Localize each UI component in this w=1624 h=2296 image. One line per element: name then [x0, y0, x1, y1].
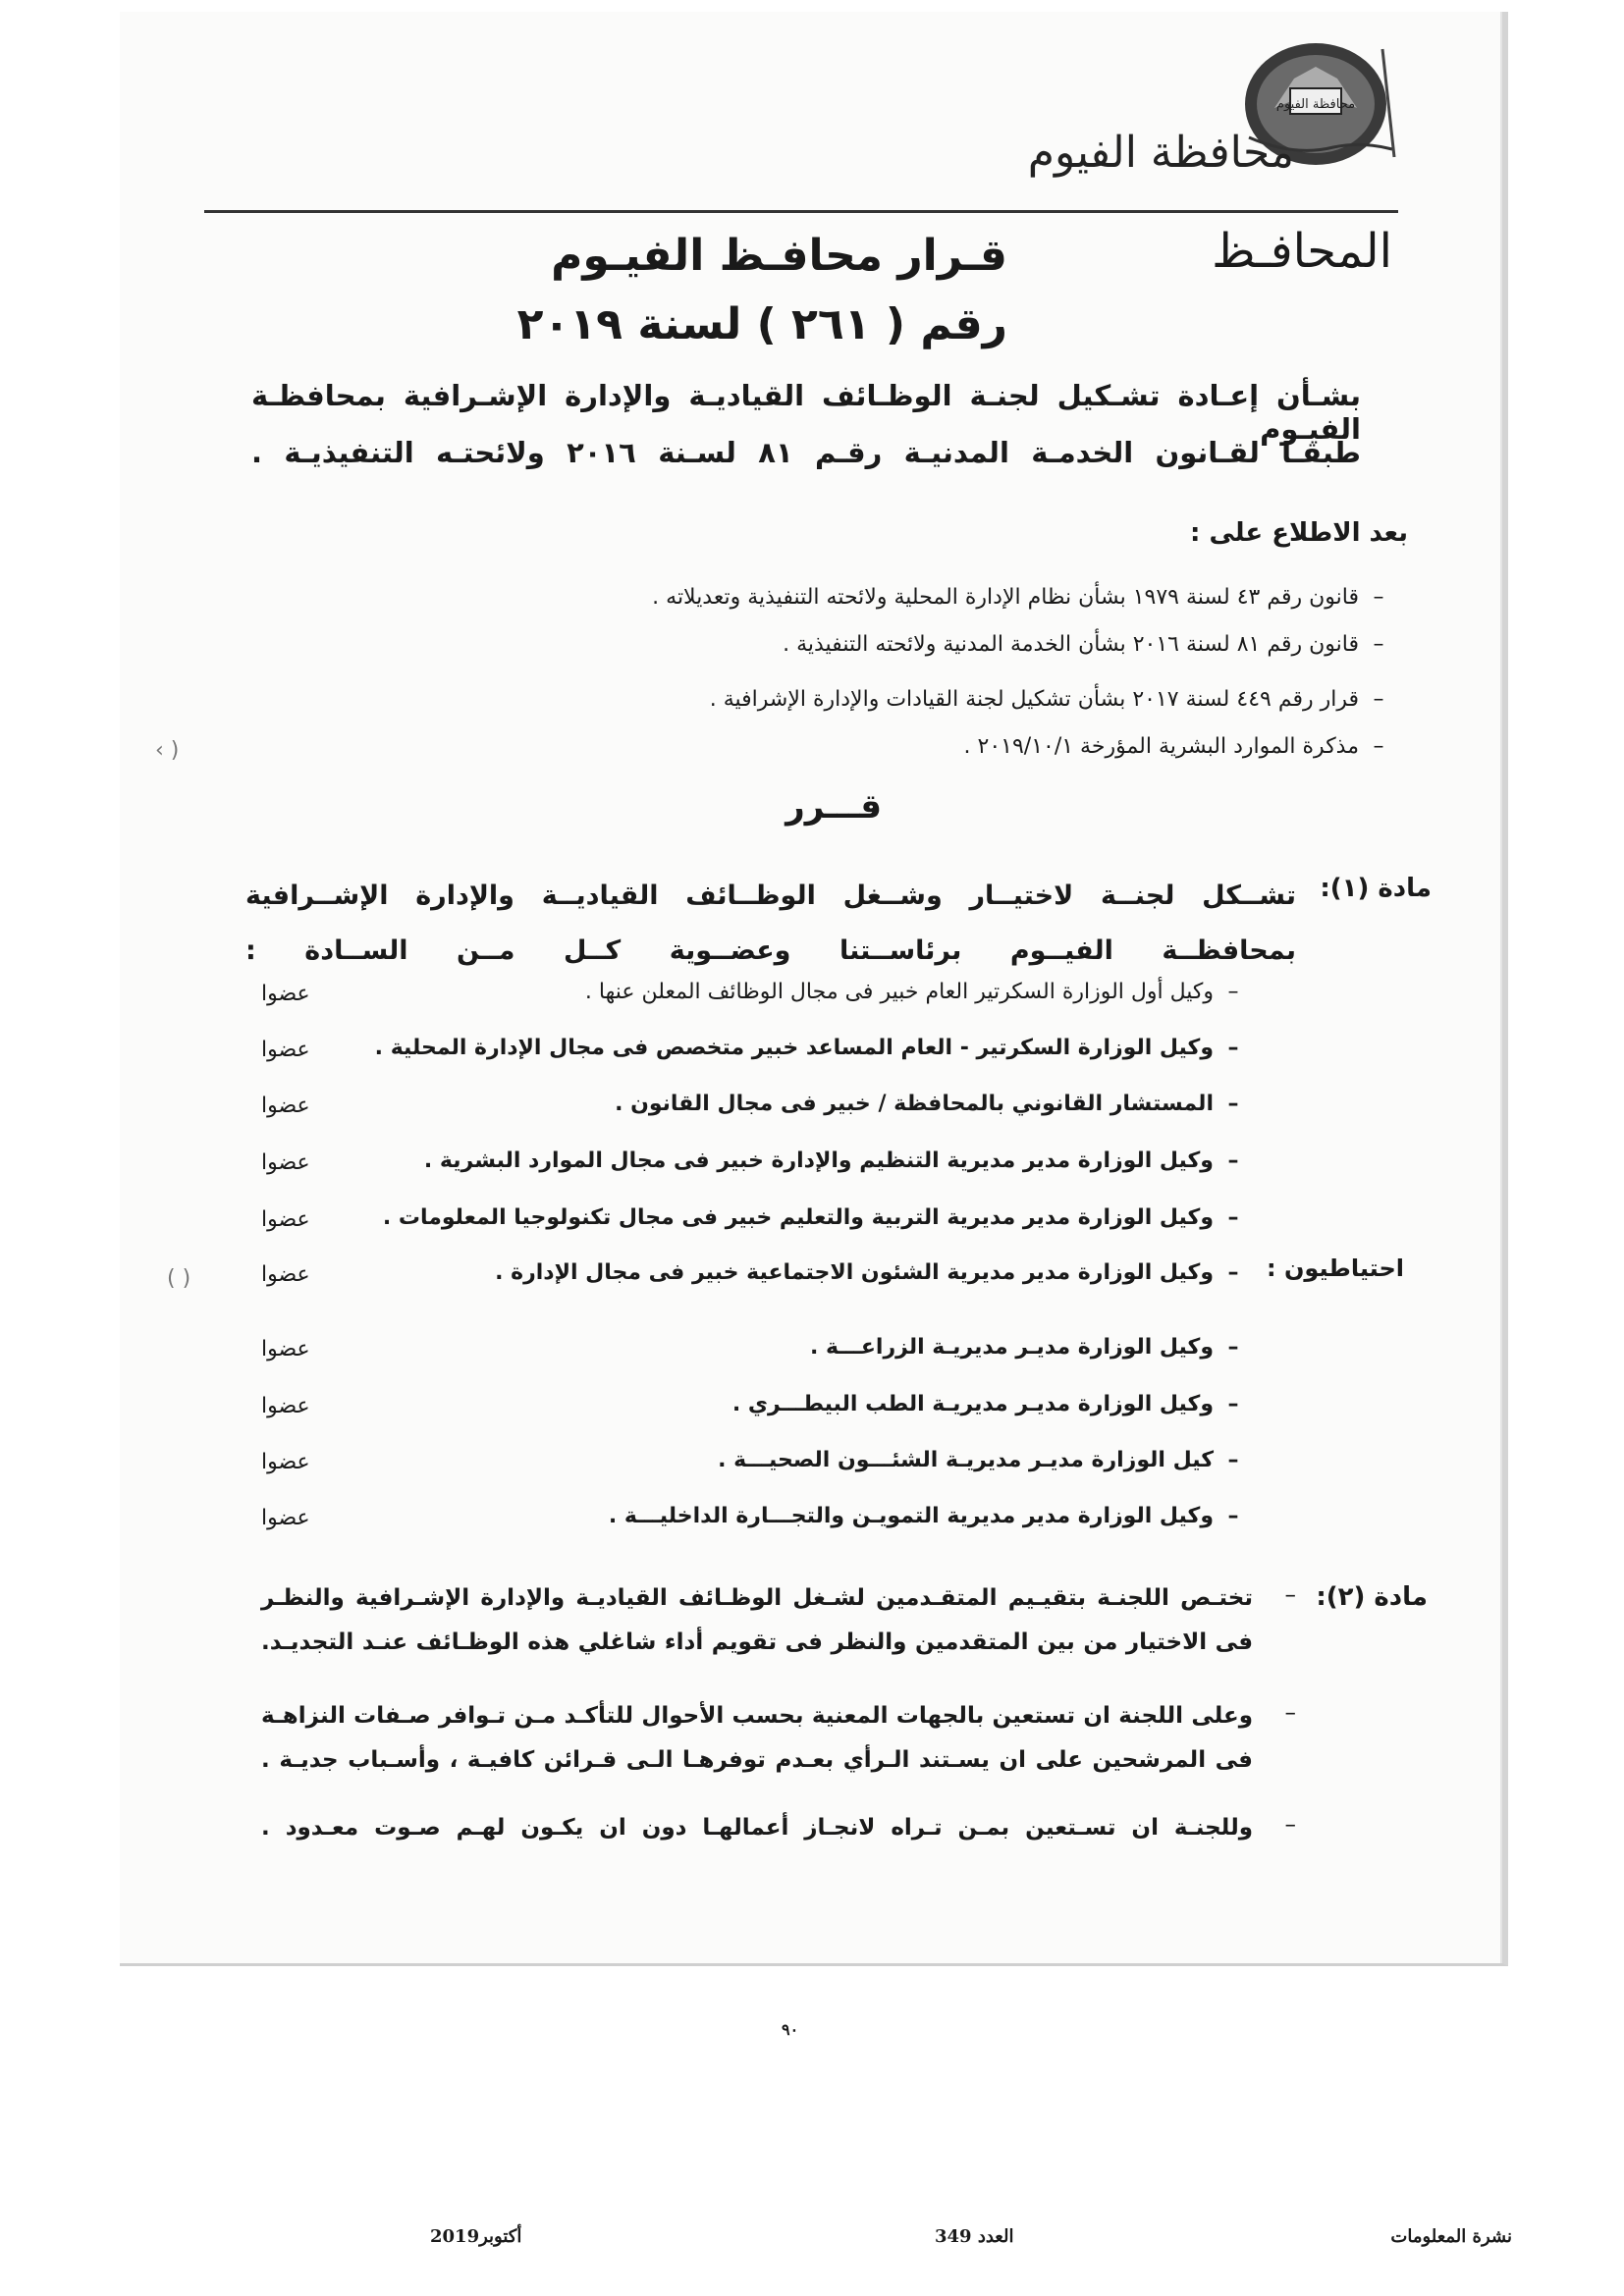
member-role: عضوا: [261, 1394, 310, 1418]
article-1-label: مادة (١):: [1320, 874, 1432, 903]
committee-member: –المستشار القانوني بالمحافظة / خبير فى مجال القانون .: [615, 1092, 1253, 1116]
article-2-paragraph: وللجنـة ان تسـتعين بمـن تـراه لانجـاز أعمالهـا دون ان يكـون لهـم صـوت معـدود .: [261, 1815, 1253, 1841]
footer-issue: العدد 349: [935, 2226, 1014, 2247]
subject-line-2: طبقـا لقـانون الخدمـة المدنيـة رقـم ٨١ لسـنة ٢٠١٦ ولائحتـه التنفيذيـة .: [251, 436, 1361, 469]
reserves-label: احتياطيون :: [1266, 1255, 1404, 1282]
reserve-member: –وكيل الوزارة مديـر مديريـة الطب البيطـــري .: [732, 1392, 1253, 1416]
committee-member: –وكيل الوزارة مدير مديرية التنظيم والإدارة خبير فى مجال الموارد البشرية .: [424, 1148, 1253, 1173]
subject-line-1: بشـأن إعـادة تشـكيل لجنـة الوظـائف القياديـة والإدارة الإشـرافية بمحافظـة الفيـوم: [251, 379, 1361, 446]
margin-mark-icon: ‹ ): [155, 738, 180, 763]
footer-date: أكتوبر2019: [430, 2226, 522, 2247]
reference-item: –قانون رقم ٨١ لسنة ٢٠١٦ بشأن الخدمة المدنية ولائحته التنفيذية .: [783, 632, 1398, 657]
dash-bullet-icon: –: [1284, 1582, 1296, 1608]
dash-bullet-icon: –: [1227, 1036, 1239, 1060]
decision-title: قـرار محافـظ الفيـوم: [551, 231, 1007, 281]
member-role: عضوا: [261, 1337, 310, 1362]
decision-number: رقم ( ٢٦١ ) لسنة ٢٠١٩: [516, 299, 1007, 349]
committee-member: –وكيل الوزارة مدير مديرية الشئون الاجتماعية خبير فى مجال الإدارة .: [495, 1260, 1253, 1285]
reference-item: –قرار رقم ٤٤٩ لسنة ٢٠١٧ بشأن تشكيل لجنة القيادات والإدارة الإشرافية .: [710, 687, 1398, 712]
page-number: ٩٠: [782, 2020, 799, 2039]
dash-bullet-icon: –: [1227, 1448, 1239, 1472]
dash-bullet-icon: –: [1284, 1700, 1296, 1726]
dash-bullet-icon: –: [1227, 1260, 1239, 1285]
reserve-member: –كيل الوزارة مديـر مديريـة الشئـــون الصحيـــة .: [718, 1448, 1253, 1472]
committee-member: –وكيل أول الوزارة السكرتير العام خبير فى مجال الوظائف المعلن عنها .: [585, 980, 1253, 1004]
dash-bullet-icon: –: [1227, 1205, 1239, 1230]
reference-item: –مذكرة الموارد البشرية المؤرخة ٢٠١٩/١٠/١ .: [964, 734, 1398, 759]
article-2-paragraph: تختـص اللجنـة بتقيـيم المتقـدمين لشـغل الوظـائف القياديـة والإدارة الإشـرافية والنظـر فى الاختيار من بين المتقدمين والنظر فى تقويم أداء شاغلي هذه الوظـائف عنـد التجديـد.: [261, 1585, 1253, 1655]
member-role: عضوا: [261, 1506, 310, 1530]
dash-bullet-icon: –: [1227, 1335, 1239, 1360]
member-role: عضوا: [261, 1262, 310, 1287]
governorate-name: محافظة الفيوم: [1027, 128, 1294, 178]
article-1-text: تشــكل لجنــة لاختيــار وشــغل الوظــائف القياديــة والإدارة الإشــرافية بمحافظــة الفيــوم برئاســتنا وعضــوية كــل مــن الســادة :: [245, 881, 1296, 966]
footer-publication: نشرة المعلومات: [1390, 2226, 1512, 2247]
preamble-intro: بعد الاطلاع على :: [1190, 518, 1408, 548]
member-role: عضوا: [261, 1038, 310, 1062]
committee-member: –وكيل الوزارة مدير مديرية التربية والتعليم خبير فى مجال تكنولوجيا المعلومات .: [383, 1205, 1253, 1230]
header-divider: [204, 210, 1398, 213]
dash-bullet-icon: –: [1227, 1392, 1239, 1416]
margin-mark-icon: ( ): [167, 1266, 191, 1291]
dash-bullet-icon: –: [1227, 1148, 1239, 1173]
dash-bullet-icon: –: [1373, 632, 1384, 657]
dash-bullet-icon: –: [1227, 1092, 1239, 1116]
member-role: عضوا: [261, 982, 310, 1006]
decree-heading: قـــرر: [785, 787, 882, 827]
reserve-member: –وكيل الوزارة مدير مديرية التمويـن والتجـــارة الداخليـــة .: [609, 1504, 1253, 1528]
dash-bullet-icon: –: [1227, 1504, 1239, 1528]
article-2-label: مادة (٢):: [1316, 1582, 1428, 1612]
svg-text:محافظة الفيوم: محافظة الفيوم: [1275, 97, 1356, 112]
member-role: عضوا: [261, 1450, 310, 1474]
article-2-paragraph: وعلى اللجنة ان تستعين بالجهات المعنية بحسب الأحوال للتأكـد مـن تـوافر صـفات النزاهـة فى المرشحين على ان يسـتند الـرأي بعـدم توفرهـا الـى قـرائن كافيـة ، وأسـباب جديـة .: [261, 1703, 1253, 1773]
dash-bullet-icon: –: [1284, 1812, 1296, 1838]
dash-bullet-icon: –: [1373, 687, 1384, 712]
committee-member: –وكيل الوزارة السكرتير - العام المساعد خبير متخصص فى مجال الإدارة المحلية .: [375, 1036, 1253, 1060]
member-role: عضوا: [261, 1150, 310, 1175]
dash-bullet-icon: –: [1373, 734, 1384, 759]
member-role: عضوا: [261, 1207, 310, 1232]
member-role: عضوا: [261, 1094, 310, 1118]
reference-item: –قانون رقم ٤٣ لسنة ١٩٧٩ بشأن نظام الإدارة المحلية ولائحته التنفيذية وتعديلاته .: [652, 585, 1398, 610]
office-label: المحافـظ: [1212, 224, 1392, 279]
dash-bullet-icon: –: [1227, 980, 1239, 1004]
reserve-member: –وكيل الوزارة مديـر مديريـة الزراعـــة .: [810, 1335, 1253, 1360]
dash-bullet-icon: –: [1373, 585, 1384, 610]
